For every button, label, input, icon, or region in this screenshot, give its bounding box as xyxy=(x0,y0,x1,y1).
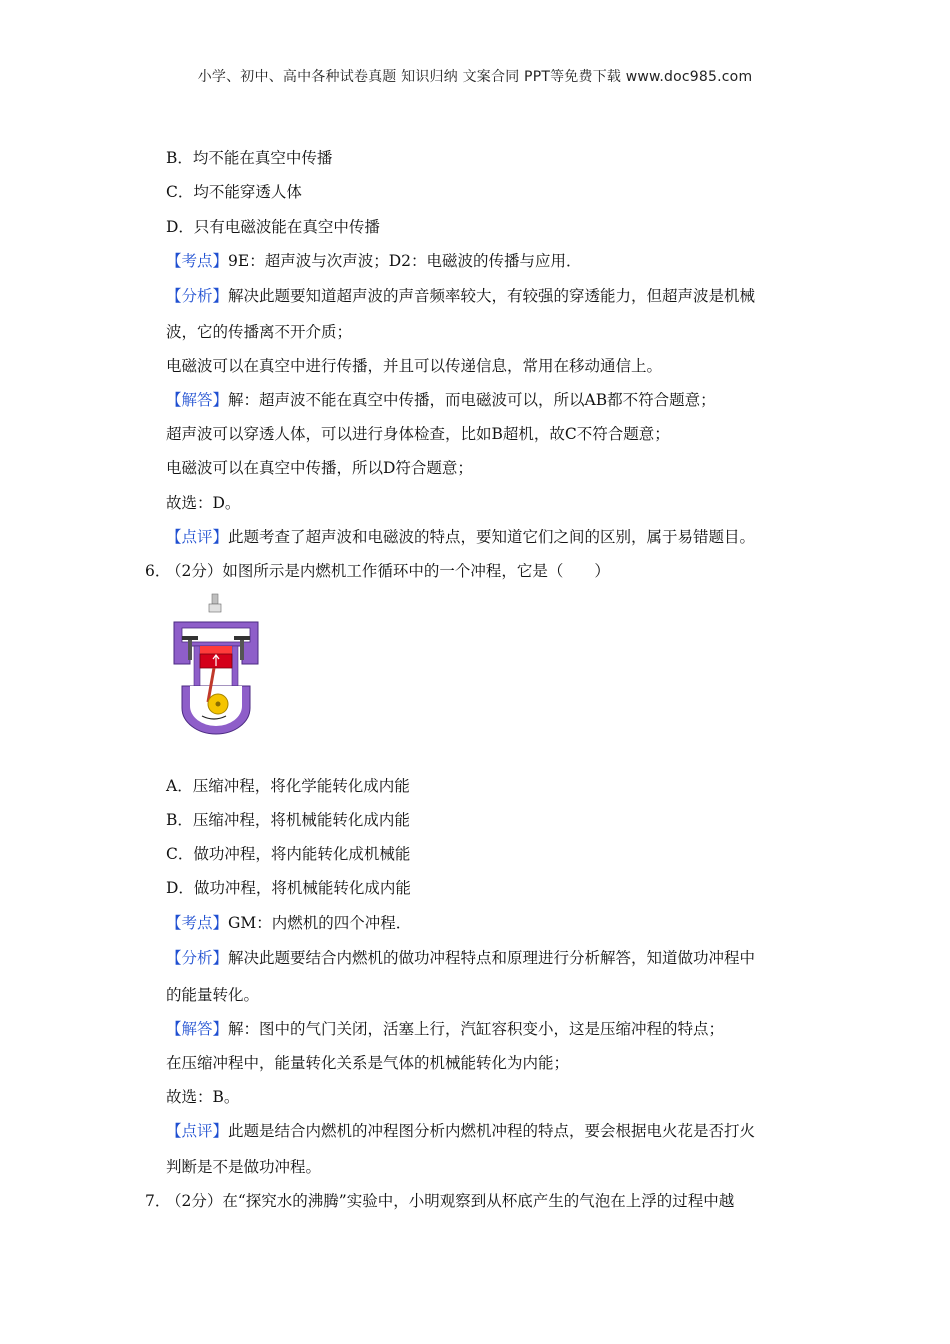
q6-option-b: B．压缩冲程，将机械能转化成内能 xyxy=(166,811,410,829)
q5-jieda-line3: 电磁波可以在真空中传播，所以D符合题意； xyxy=(166,459,473,477)
q5-option-b: B．均不能在真空中传播 xyxy=(166,149,333,167)
q5-fenxi-line2: 波，它的传播离不开介质； xyxy=(166,323,353,341)
q6-option-a: A．压缩冲程，将化学能转化成内能 xyxy=(166,777,410,795)
q7-stem: （2分）在“探究水的沸腾”实验中，小明观察到从杯底产生的气泡在上浮的过程中越 xyxy=(166,1192,735,1210)
q6-stem: （2分）如图所示是内燃机工作循环中的一个冲程，它是（ ） xyxy=(166,562,610,580)
dianping-text: 此题是结合内燃机的冲程图分析内燃机冲程的特点，要会根据电火花是否打火 xyxy=(228,1122,756,1140)
q6-number: 6． xyxy=(145,562,171,580)
fenxi-text: 解决此题要结合内燃机的做功冲程特点和原理进行分析解答，知道做功冲程中 xyxy=(228,949,756,967)
jieda-tag: 【解答】 xyxy=(166,391,229,409)
q6-jieda-line2: 在压缩冲程中，能量转化关系是气体的机械能转化为内能； xyxy=(166,1054,570,1072)
jieda-text: 解：超声波不能在真空中传播，而电磁波可以，所以AB都不符合题意； xyxy=(228,391,716,409)
q5-fenxi xyxy=(166,286,755,306)
kaodian-tag: 【考点】 xyxy=(166,252,229,270)
q5-kaodian xyxy=(166,251,581,271)
q6-dianping-line2: 判断是不是做功冲程。 xyxy=(166,1158,322,1176)
q6-fenxi xyxy=(166,948,755,968)
q6-jieda xyxy=(166,1019,724,1039)
dianping-tag: 【点评】 xyxy=(166,1122,229,1140)
q5-jieda-line2: 超声波可以穿透人体，可以进行身体检查，比如B超机，故C不符合题意； xyxy=(166,425,670,443)
engine-cylinder-figure xyxy=(168,592,264,736)
fenxi-tag: 【分析】 xyxy=(166,949,229,967)
q6-fenxi-line2: 的能量转化。 xyxy=(166,986,260,1004)
fenxi-tag: 【分析】 xyxy=(166,287,229,305)
dianping-tag: 【点评】 xyxy=(166,528,229,546)
jieda-tag: 【解答】 xyxy=(166,1020,229,1038)
q5-jieda xyxy=(166,390,716,410)
q5-jieda-line4: 故选：D。 xyxy=(166,494,241,512)
page-header: 小学、初中、高中各种试卷真题 知识归纳 文案合同 PPT等免费下载 www.doc985.com xyxy=(197,69,753,85)
q5-option-d: D．只有电磁波能在真空中传播 xyxy=(166,218,380,236)
kaodian-text: 9E：超声波与次声波；D2：电磁波的传播与应用． xyxy=(228,252,582,270)
q6-kaodian xyxy=(166,913,411,933)
q6-jieda-line3: 故选：B。 xyxy=(166,1088,240,1106)
jieda-text: 解：图中的气门关闭，活塞上行，汽缸容积变小，这是压缩冲程的特点； xyxy=(228,1020,725,1038)
q6-option-d: D．做功冲程，将机械能转化成内能 xyxy=(166,879,411,897)
q5-dianping xyxy=(166,527,755,547)
q5-fenxi-line3: 电磁波可以在真空中进行传播，并且可以传递信息，常用在移动通信上。 xyxy=(166,357,663,375)
kaodian-tag: 【考点】 xyxy=(166,914,229,932)
kaodian-text: GM：内燃机的四个冲程． xyxy=(228,914,412,932)
q6-option-c: C．做功冲程，将内能转化成机械能 xyxy=(166,845,411,863)
spark-plug-icon xyxy=(212,594,218,604)
fenxi-text: 解决此题要知道超声波的声音频率较大，有较强的穿透能力，但超声波是机械 xyxy=(228,287,756,305)
q7-number: 7． xyxy=(145,1192,171,1210)
q6-dianping xyxy=(166,1121,755,1141)
q5-option-c: C．均不能穿透人体 xyxy=(166,183,302,201)
dianping-text: 此题考查了超声波和电磁波的特点，要知道它们之间的区别，属于易错题目。 xyxy=(228,528,756,546)
